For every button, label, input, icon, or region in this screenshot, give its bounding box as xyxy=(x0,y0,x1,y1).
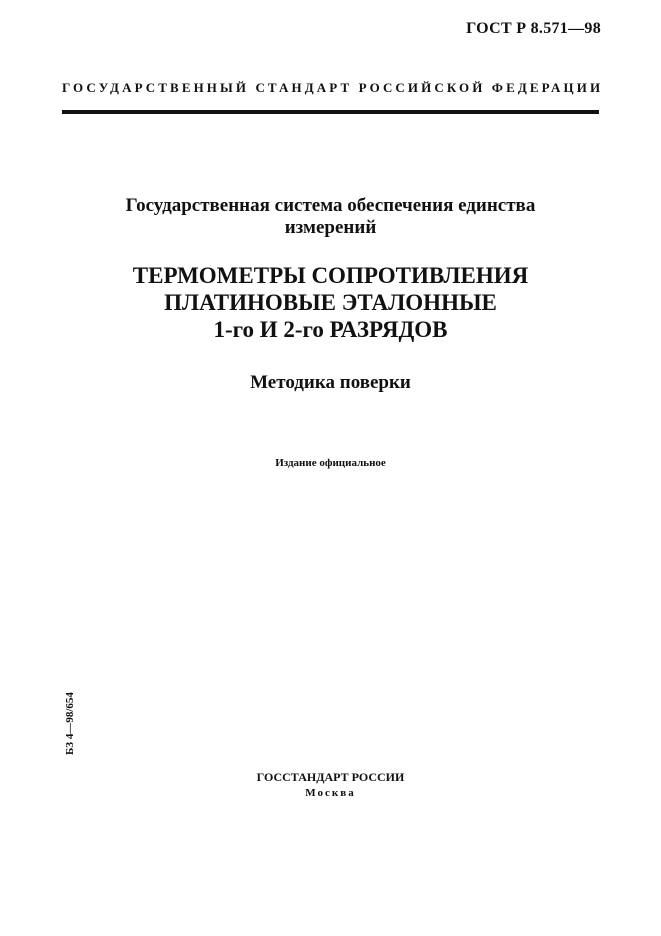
main-title-line-3: 1-го И 2-го РАЗРЯДОВ xyxy=(213,317,448,342)
system-title-line-2: измерений xyxy=(284,217,377,238)
system-title-line-1: Государственная система обеспечения единства xyxy=(125,195,536,216)
main-title-line-1: ТЕРМОМЕТРЫ СОПРОТИВЛЕНИЯ xyxy=(132,263,529,288)
main-title xyxy=(60,262,601,343)
side-registration-code: БЗ 4—98/654 xyxy=(64,692,76,755)
main-title-line-2: ПЛАТИНОВЫЕ ЭТАЛОННЫЕ xyxy=(164,290,497,315)
publisher: ГОССТАНДАРТ РОССИИ xyxy=(256,770,405,784)
system-title xyxy=(60,195,601,239)
document-code: ГОСТ Р 8.571—98 xyxy=(466,20,601,37)
subtitle: Методика поверки xyxy=(250,372,411,393)
standard-banner: ГОСУДАРСТВЕННЫЙ СТАНДАРТ РОССИЙСКОЙ ФЕДЕРАЦИИ xyxy=(62,80,604,95)
publication-city: Москва xyxy=(305,787,356,799)
edition-label: Издание официальное xyxy=(275,457,386,469)
banner-rule xyxy=(62,110,599,114)
